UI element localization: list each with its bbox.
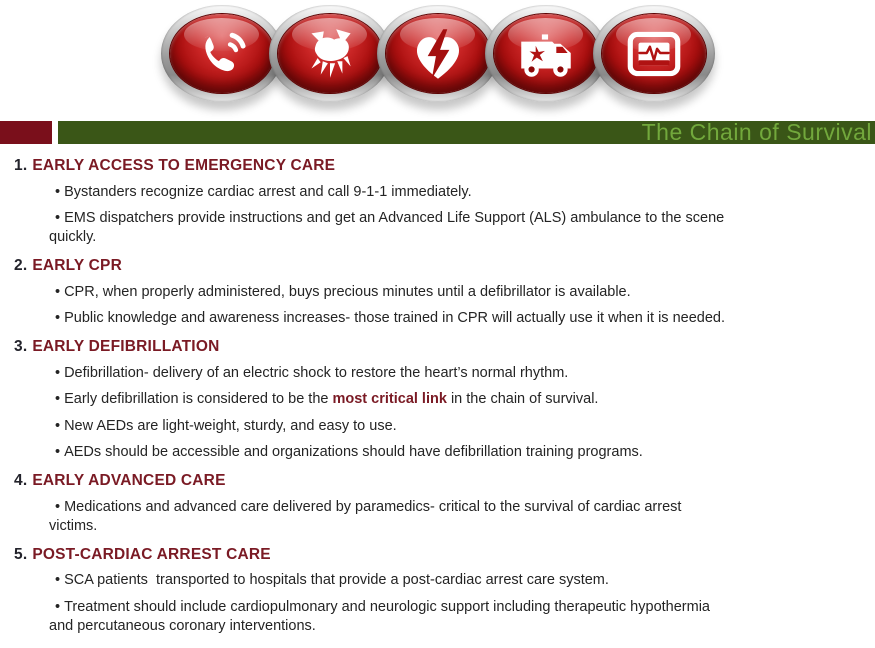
section-title: EARLY CPR xyxy=(32,257,122,274)
bullet-text: Defibrillation- delivery of an electric shock to restore the heart’s normal rhythm. xyxy=(64,364,569,381)
phone-call-icon xyxy=(189,21,255,87)
section-number: 2. xyxy=(14,257,28,274)
bullet-text: Medications and advanced care delivered by paramedics- critical to the survival of cardiac arrest xyxy=(64,498,682,515)
emphasis-text: most critical link xyxy=(332,391,447,407)
bullet-item xyxy=(14,183,863,202)
bullet-glyph: • xyxy=(55,210,61,226)
section-title: EARLY ACCESS TO EMERGENCY CARE xyxy=(32,157,336,174)
bullet-text: SCA patients transported to hospitals that provide a post-cardiac arrest care system. xyxy=(64,572,609,588)
bullet-text: Treatment should include cardiopulmonary and neurologic support including therapeutic hypothermia xyxy=(64,598,710,615)
section-number: 3. xyxy=(14,338,28,355)
slide-body xyxy=(14,150,863,636)
section-title: POST-CARDIAC ARREST CARE xyxy=(32,545,271,563)
bullet-item xyxy=(14,598,863,636)
bullet-text: EMS dispatchers provide instructions and get an Advanced Life Support (ALS) ambulance to the scene xyxy=(64,210,725,226)
bullet-item xyxy=(14,283,863,302)
bullet-item xyxy=(14,571,863,590)
section-title: EARLY DEFIBRILLATION xyxy=(32,338,220,355)
bullet-item xyxy=(14,364,863,383)
bullet-glyph: • xyxy=(55,572,61,588)
bullet-glyph: • xyxy=(55,310,61,326)
bullet-item xyxy=(14,309,863,328)
chain-link-defibrillation xyxy=(377,5,499,102)
bullet-text: victims. xyxy=(49,517,98,534)
bullet-text: Public knowledge and awareness increases- those trained in CPR will actually use it when it is needed. xyxy=(64,310,725,326)
bullet-item xyxy=(14,390,863,409)
chain-link-cpr xyxy=(269,5,391,102)
ambulance-icon xyxy=(513,21,579,87)
bullet-text: CPR, when properly administered, buys precious minutes until a defibrillator is available. xyxy=(64,283,631,300)
section-number: 1. xyxy=(14,157,28,174)
cpr-hands-icon xyxy=(297,21,363,87)
bullet-glyph: • xyxy=(55,498,61,515)
bullet-text: in the chain of survival. xyxy=(446,391,599,407)
page-title: The Chain of Survival xyxy=(641,119,872,145)
title-accent-block xyxy=(0,121,52,144)
section-heading xyxy=(14,256,863,275)
bullet-text: AEDs should be accessible and organizations should have defibrillation training programs. xyxy=(64,444,643,460)
chain-link-monitor xyxy=(593,5,715,102)
section-title: EARLY ADVANCED CARE xyxy=(32,472,226,489)
bullet-text: quickly. xyxy=(49,229,97,245)
bullet-glyph: • xyxy=(55,364,61,381)
bullet-glyph: • xyxy=(55,598,61,615)
ecg-monitor-icon xyxy=(621,21,687,87)
bullet-glyph: • xyxy=(55,183,61,200)
bullet-text: Bystanders recognize cardiac arrest and call 9-1-1 immediately. xyxy=(64,183,472,200)
bullet-text: Early defibrillation is considered to be the xyxy=(64,391,333,407)
bullet-glyph: • xyxy=(55,417,61,434)
defibrillator-heart-icon xyxy=(405,21,471,87)
section-heading xyxy=(14,545,863,564)
bullet-text: New AEDs are light-weight, sturdy, and easy to use. xyxy=(64,417,397,434)
section-heading xyxy=(14,337,863,356)
chain-link-call xyxy=(161,5,283,102)
bullet-item xyxy=(14,209,863,247)
bullet-glyph: • xyxy=(55,444,61,460)
bullet-item xyxy=(14,498,863,536)
title-bar xyxy=(0,121,875,144)
bullet-glyph: • xyxy=(55,283,61,300)
bullet-text: and percutaneous coronary interventions. xyxy=(49,617,316,634)
bullet-glyph: • xyxy=(55,391,61,407)
chain-icons-row xyxy=(0,5,875,102)
section-number: 4. xyxy=(14,472,28,489)
chain-link-ambulance xyxy=(485,5,607,102)
section-heading xyxy=(14,471,863,490)
bullet-item xyxy=(14,417,863,436)
section-number: 5. xyxy=(14,545,28,563)
section-heading xyxy=(14,156,863,175)
title-green-bar xyxy=(58,121,875,144)
bullet-item xyxy=(14,443,863,462)
